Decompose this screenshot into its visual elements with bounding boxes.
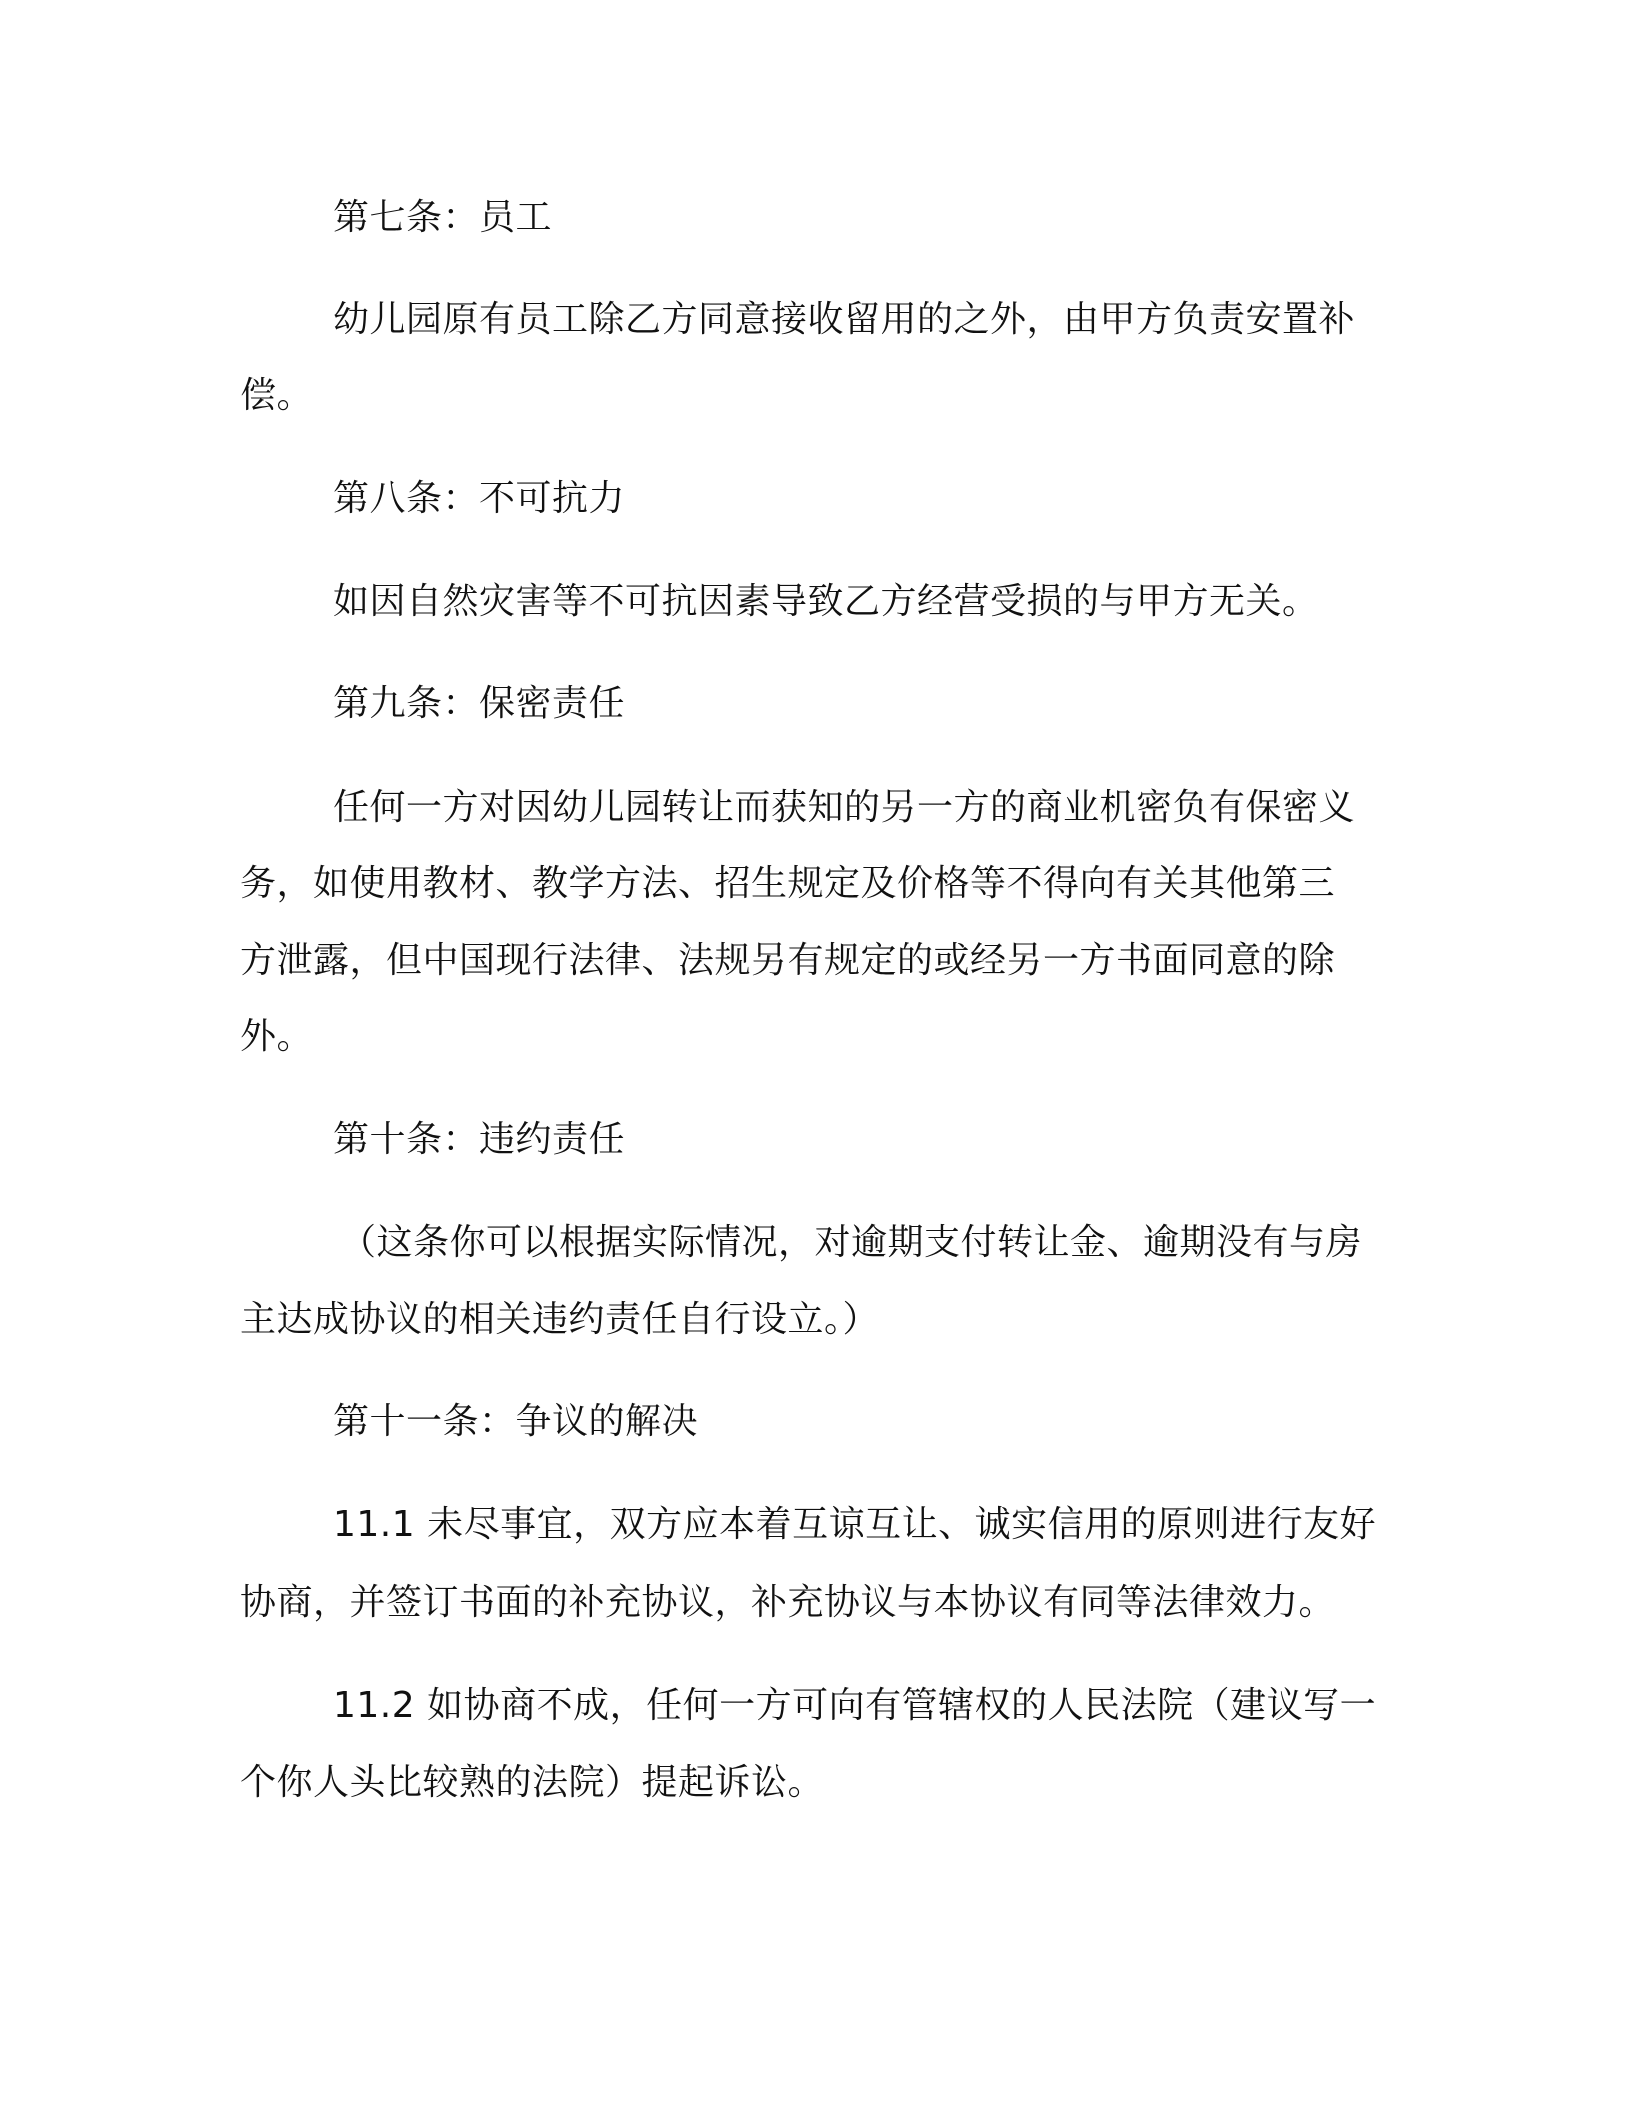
article-7-heading: 第七条：员工 xyxy=(333,197,553,238)
clause-11-2-line-1: 11.2 如协商不成，任何一方可向有管辖权的人民法院（建议写一 xyxy=(333,1685,1377,1726)
article-11-heading: 第十一条：争议的解决 xyxy=(333,1401,699,1442)
article-9-body-line-2: 务，如使用教材、教学方法、招生规定及价格等不得向有关其他第三 xyxy=(240,863,1336,904)
article-10-heading: 第十条：违约责任 xyxy=(333,1119,626,1160)
clause-11-1-line-2: 协商，并签订书面的补充协议，补充协议与本协议有同等法律效力。 xyxy=(240,1582,1336,1623)
article-7-body-line-1: 幼儿园原有员工除乙方同意接收留用的之外，由甲方负责安置补 xyxy=(333,299,1356,340)
article-9-body-line-4: 外。 xyxy=(240,1016,314,1057)
article-9-body-line-3: 方泄露，但中国现行法律、法规另有规定的或经另一方书面同意的除 xyxy=(240,940,1336,981)
article-8-body-line-1: 如因自然灾害等不可抗因素导致乙方经营受损的与甲方无关。 xyxy=(333,581,1319,622)
clause-11-2-line-2: 个你人头比较熟的法院）提起诉讼。 xyxy=(240,1762,825,1803)
article-9-heading: 第九条：保密责任 xyxy=(333,683,626,724)
article-7-body-line-2: 偿。 xyxy=(240,375,314,416)
article-10-body-line-1: （这条你可以根据实际情况，对逾期支付转让金、逾期没有与房 xyxy=(340,1222,1363,1263)
article-10-body-line-2: 主达成协议的相关违约责任自行设立。） xyxy=(240,1299,880,1340)
article-9-body-line-1: 任何一方对因幼儿园转让而获知的另一方的商业机密负有保密义 xyxy=(333,787,1356,828)
clause-11-1-line-1: 11.1 未尽事宜，双方应本着互谅互让、诚实信用的原则进行友好 xyxy=(333,1504,1377,1545)
article-8-heading: 第八条：不可抗力 xyxy=(333,478,626,519)
